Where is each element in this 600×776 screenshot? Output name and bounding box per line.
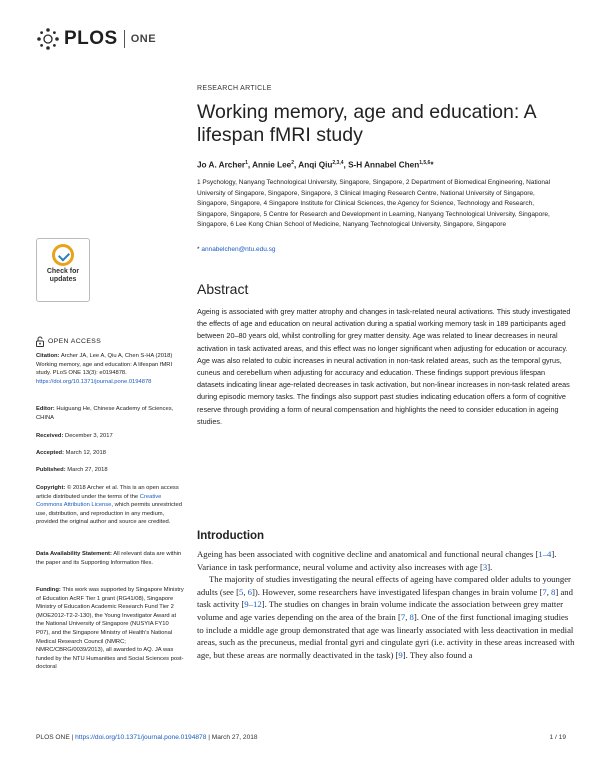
intro-text: , bbox=[546, 586, 552, 597]
intro-paragraph-1 bbox=[197, 548, 577, 573]
footer-doi-link[interactable]: https://doi.org/10.1371/journal.pone.0194878 bbox=[75, 734, 207, 741]
funding-label: Funding: bbox=[36, 587, 61, 593]
editor-text: Huiguang He, Chinese Academy of Sciences, CHINA bbox=[36, 406, 174, 421]
corresponding-email-link[interactable]: annabelchen@ntu.edu.sg bbox=[201, 246, 276, 253]
license-link[interactable]: Creative Commons Attribution License bbox=[36, 493, 162, 509]
journal-name: ONE bbox=[130, 33, 157, 45]
accepted-label: Accepted: bbox=[36, 450, 65, 456]
citation-link[interactable]: 8 bbox=[551, 586, 556, 597]
footer-date: March 27, 2018 bbox=[211, 734, 258, 741]
intro-text: ]. The studies on changes in brain volume indicate the association between grey matter volume and age varies depending on the area of the brain [ bbox=[197, 599, 564, 622]
copyright-label: Copyright: bbox=[36, 485, 66, 491]
accepted-block bbox=[36, 449, 184, 458]
editor-block bbox=[36, 405, 184, 422]
received-block bbox=[36, 432, 184, 441]
received-label: Received: bbox=[36, 433, 64, 439]
published-date: March 27, 2018 bbox=[67, 467, 108, 473]
page-footer bbox=[36, 734, 566, 741]
footer-separator: | bbox=[69, 734, 76, 741]
abstract-text: Ageing is associated with grey matter atrophy and changes in task-related neural activations. This study investigated the effects of age and education on neural activation during a spatial working memory task in 189 participants aged between 20–80 years old, whilst controlling for grey matter density. Age was related to linear decreases in neural activation in task activated areas, and this effect was no longer significant when adjusting for education or accuracy. Age was also related to cubic increases in neural activation in non-task related areas, such as the temporal gyrus, cuneus and cerebellum when adjusting for accuracy and education. These findings support previous lifespan datasets indicating linear age-related decreases in task activation, but non-linear increases in non-task related areas during episodic memory tasks. The findings also support past studies indicating education offers a form of cognitive reserve through providing a form of neural compensation and highlights the need to consider education in ageing studies. bbox=[197, 307, 571, 426]
funding-block bbox=[36, 586, 184, 672]
abstract-heading: Abstract bbox=[197, 281, 249, 297]
article-type: RESEARCH ARTICLE bbox=[197, 85, 272, 92]
editor-label: Editor: bbox=[36, 406, 55, 412]
intro-text: ]. One of the first functional imaging studies to include a middle age group demonstrated that age was linearly associated with less deactivation in medial areas, such as the precuneus, medial frontal gyri and cingulate gyri (i.e. activity in these areas increased with age, but these areas are normally deactivated in the task) [ bbox=[197, 611, 575, 660]
data-availability-block bbox=[36, 550, 184, 567]
citation-block bbox=[36, 352, 184, 386]
plos-logo-icon bbox=[36, 27, 60, 51]
funding-text: This work was supported by Singapore Ministry of Education AcRF Tier 1 grant (RG41/08), Singapore Ministry of Education Academic Research Fund Tier 2 (MOE2012-T2-2-130), the Young Investigator Award at the National University of Singapore (NUSYIA FY10 P07), and the Singapore Ministry of Health's National Medical Research Council (NMRC; NMRC/CBRG/0039/2013), all awarded to AQ. JA was funded by the NTU Humanities and Social Sciences post-doctoral bbox=[36, 587, 184, 671]
published-label: Published: bbox=[36, 467, 66, 473]
check-updates-line2: updates bbox=[49, 276, 77, 283]
citation-link[interactable]: 9–12 bbox=[244, 599, 262, 610]
corresponding-email-line bbox=[197, 246, 276, 253]
page-number: 1 / 19 bbox=[549, 734, 566, 741]
data-availability-text: All relevant data are within the paper and its Supporting Information files. bbox=[36, 551, 182, 566]
intro-text: ]. bbox=[487, 561, 493, 572]
corresponding-mark: * bbox=[197, 246, 200, 253]
copyright-text-cont: , which permits unrestricted use, distribution, and reproduction in any medium, provided the original author and source are credited. bbox=[36, 502, 182, 526]
open-lock-icon bbox=[36, 336, 44, 347]
logo-divider bbox=[124, 30, 125, 48]
open-access-badge bbox=[36, 336, 101, 347]
footer-journal: PLOS ONE bbox=[36, 734, 70, 741]
author-name[interactable]: Jo A. Archer bbox=[197, 160, 246, 170]
citation-link[interactable]: 5 bbox=[238, 586, 244, 597]
author-affil-sup: 1 bbox=[245, 160, 248, 166]
published-block bbox=[36, 466, 184, 475]
citation-link[interactable]: 7 bbox=[400, 611, 406, 622]
brand-name: PLOS bbox=[64, 28, 118, 49]
article-title: Working memory, age and education: A lifespan fMRI study bbox=[197, 101, 536, 146]
citation-link[interactable]: 9 bbox=[398, 649, 403, 660]
intro-text: ]). However, some researchers have investigated lifespan changes in brain volume [ bbox=[252, 586, 543, 597]
citation-link[interactable]: 8 bbox=[409, 611, 414, 622]
citation-link[interactable]: 1–4 bbox=[538, 549, 552, 559]
citation-link[interactable]: 7 bbox=[542, 586, 547, 597]
author-affil-sup: 2,3,4 bbox=[332, 160, 344, 166]
author-list: Jo A. Archer$^1$, Annie Lee$^2$, Anqi Qiu$^{2,3,4}$, S-H Annabel Chen$^{1,5,6}$* bbox=[197, 160, 434, 170]
intro-text: , bbox=[243, 586, 248, 597]
check-updates-icon bbox=[52, 244, 74, 266]
open-access-label: OPEN ACCESS bbox=[48, 338, 102, 345]
intro-text: , bbox=[405, 611, 410, 622]
check-updates-line1: Check for bbox=[46, 268, 80, 275]
author-affil-sup: 2 bbox=[291, 160, 295, 166]
copyright-block bbox=[36, 484, 184, 527]
copyright-text: © 2018 Archer et al. This is an open access article distributed under the terms of the bbox=[36, 485, 179, 500]
citation-doi-link[interactable]: https://doi.org/10.1371/journal.pone.0194878 bbox=[36, 378, 152, 385]
author-name[interactable]: Anqi Qiu bbox=[298, 160, 333, 170]
intro-text: ]. They also found a bbox=[402, 649, 473, 660]
intro-text: Ageing has been associated with cognitive decline and anatomical and functional neural changes [ bbox=[197, 549, 539, 559]
author-name[interactable]: Annie Lee bbox=[252, 160, 292, 170]
intro-text: The majority of studies investigating the neural effects of ageing have compared older adults to younger adults (see [ bbox=[197, 574, 571, 597]
intro-text: ]. Variance in task performance, neural volume and activity also increases with age [ bbox=[197, 549, 557, 572]
citation-text: Archer JA, Lee A, Qiu A, Chen S-HA (2018) Working memory, age and education: A lifespan fMRI study. PLoS ONE 13(3): e0194878. bbox=[36, 353, 173, 377]
plos-one-logo[interactable] bbox=[36, 27, 156, 51]
author-affil-sup: 1,5,6 bbox=[419, 160, 431, 166]
affiliations: 1 Psychology, Nanyang Technological University, Singapore, Singapore, 2 Department of Biomedical Engineering, National University of Singapore, Singapore, Singapore, 3 Clinical Imaging Research Centre, National University of Singapore, Singapore, Singapore, 4 Singapore Institute for Clinical Sciences, the Agency for Science, Technology and Research, Singapore, Singapore, 5 Centre for Research and Development in Learning, Nanyang Technological University, Singapore, Singapore, 6 Lee Kong Chian School of Medicine, Nanyang Technological University, Singapore, Singapore bbox=[197, 179, 551, 228]
citation-link[interactable]: 3 bbox=[482, 561, 488, 572]
intro-paragraph-2 bbox=[197, 573, 577, 661]
introduction-heading: Introduction bbox=[197, 530, 265, 542]
footer-separator: | bbox=[208, 734, 212, 741]
citation-label: Citation: bbox=[36, 353, 60, 359]
citation-link[interactable]: 6 bbox=[247, 586, 253, 597]
intro-text: ] and task activity [ bbox=[197, 586, 573, 610]
corresponding-mark: * bbox=[430, 160, 434, 170]
check-for-updates-button[interactable] bbox=[36, 238, 90, 302]
accepted-date: March 12, 2018 bbox=[65, 450, 106, 456]
introduction-body bbox=[197, 548, 577, 661]
author-name[interactable]: S-H Annabel Chen bbox=[348, 160, 420, 170]
received-date: December 3, 2017 bbox=[65, 433, 113, 439]
data-availability-label: Data Availability Statement: bbox=[36, 551, 112, 557]
